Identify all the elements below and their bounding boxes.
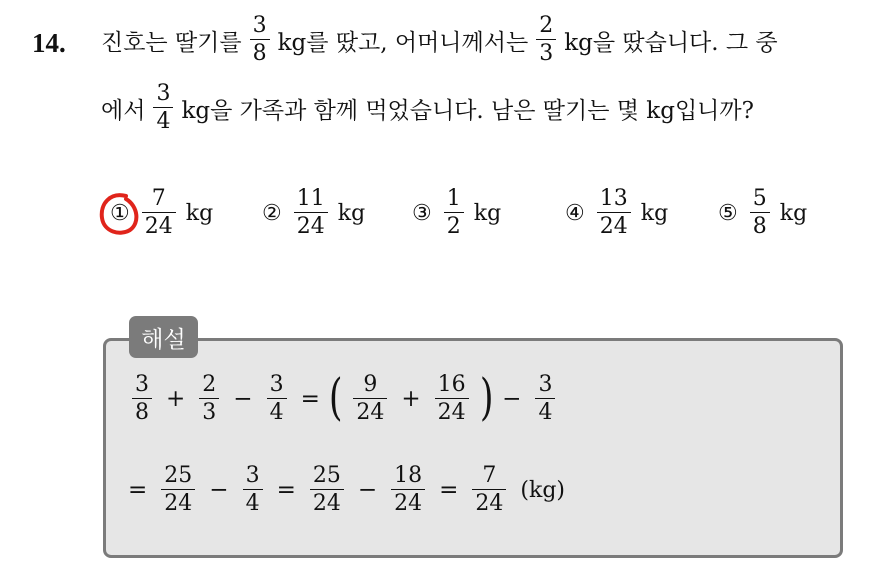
fraction: $\frac{2}{3}$ [199, 374, 219, 424]
unit: kg [473, 200, 502, 226]
choice-number: ③ [412, 200, 432, 226]
answer-circle-icon [96, 190, 146, 240]
fraction: $\frac{3}{8}$ [132, 374, 152, 424]
solution-box [103, 338, 843, 558]
question-text: 에서 [101, 97, 146, 124]
operator: − [209, 477, 229, 503]
solution-label: 해설 [129, 316, 198, 358]
equals-sign: = [300, 386, 320, 412]
unit: kg [640, 200, 669, 226]
solution-line-2 [122, 465, 569, 515]
choice-number: ② [262, 200, 282, 226]
choice-4[interactable] [565, 188, 672, 238]
fraction: $\frac{13}{24}$ [597, 188, 631, 238]
unit: kg [337, 200, 366, 226]
fraction: $\frac{18}{24}$ [391, 465, 425, 515]
operator: + [166, 386, 186, 412]
operator: − [233, 386, 253, 412]
fraction: $\frac{16}{24}$ [435, 374, 469, 424]
choice-number: ④ [565, 200, 585, 226]
fraction: $\frac{7}{24}$ [472, 465, 506, 515]
left-paren: ( [328, 368, 343, 426]
choice-3[interactable] [412, 188, 505, 238]
fraction: $\frac{9}{24}$ [353, 374, 387, 424]
fraction: $\frac{25}{24}$ [161, 465, 195, 515]
equals-sign: = [276, 477, 296, 503]
fraction: $\frac{1}{2}$ [444, 188, 464, 238]
fraction: $\frac{5}{8}$ [750, 188, 770, 238]
question-text: kg을 가족과 함께 먹었습니다. 남은 딸기는 몇 kg입니까? [181, 97, 754, 124]
operator: + [401, 386, 421, 412]
operator: − [502, 386, 522, 412]
fraction: $\frac{11}{24}$ [294, 188, 328, 238]
fraction: $\frac{3}{4}$ [535, 374, 555, 424]
question-line-1 [101, 15, 778, 65]
unit: kg [185, 200, 214, 226]
right-paren: ) [479, 368, 494, 426]
equals-sign: = [439, 477, 459, 503]
choice-number: ① [110, 200, 130, 226]
choice-5[interactable] [718, 188, 811, 238]
fraction: $\frac{2}{3}$ [536, 15, 556, 65]
fraction: $\frac{7}{24}$ [142, 188, 176, 238]
fraction: $\frac{3}{8}$ [250, 15, 270, 65]
question-text: 진호는 딸기를 [101, 29, 242, 56]
unit: kg [779, 200, 808, 226]
question-text: kg을 땄습니다. 그 중 [564, 29, 778, 56]
question-text: kg를 땄고, 어머니께서는 [277, 29, 529, 56]
equals-sign: = [128, 477, 148, 503]
fraction: $\frac{3}{4}$ [153, 83, 173, 133]
operator: − [357, 477, 378, 503]
unit: (kg) [520, 477, 565, 503]
fraction: $\frac{3}{4}$ [243, 465, 263, 515]
question-number: 14. [32, 28, 66, 58]
solution-line-1 [124, 368, 563, 426]
fraction: $\frac{3}{4}$ [267, 374, 287, 424]
choice-2[interactable] [262, 188, 369, 238]
fraction: $\frac{25}{24}$ [310, 465, 344, 515]
choice-number: ⑤ [718, 200, 738, 226]
question-line-2 [101, 83, 754, 133]
